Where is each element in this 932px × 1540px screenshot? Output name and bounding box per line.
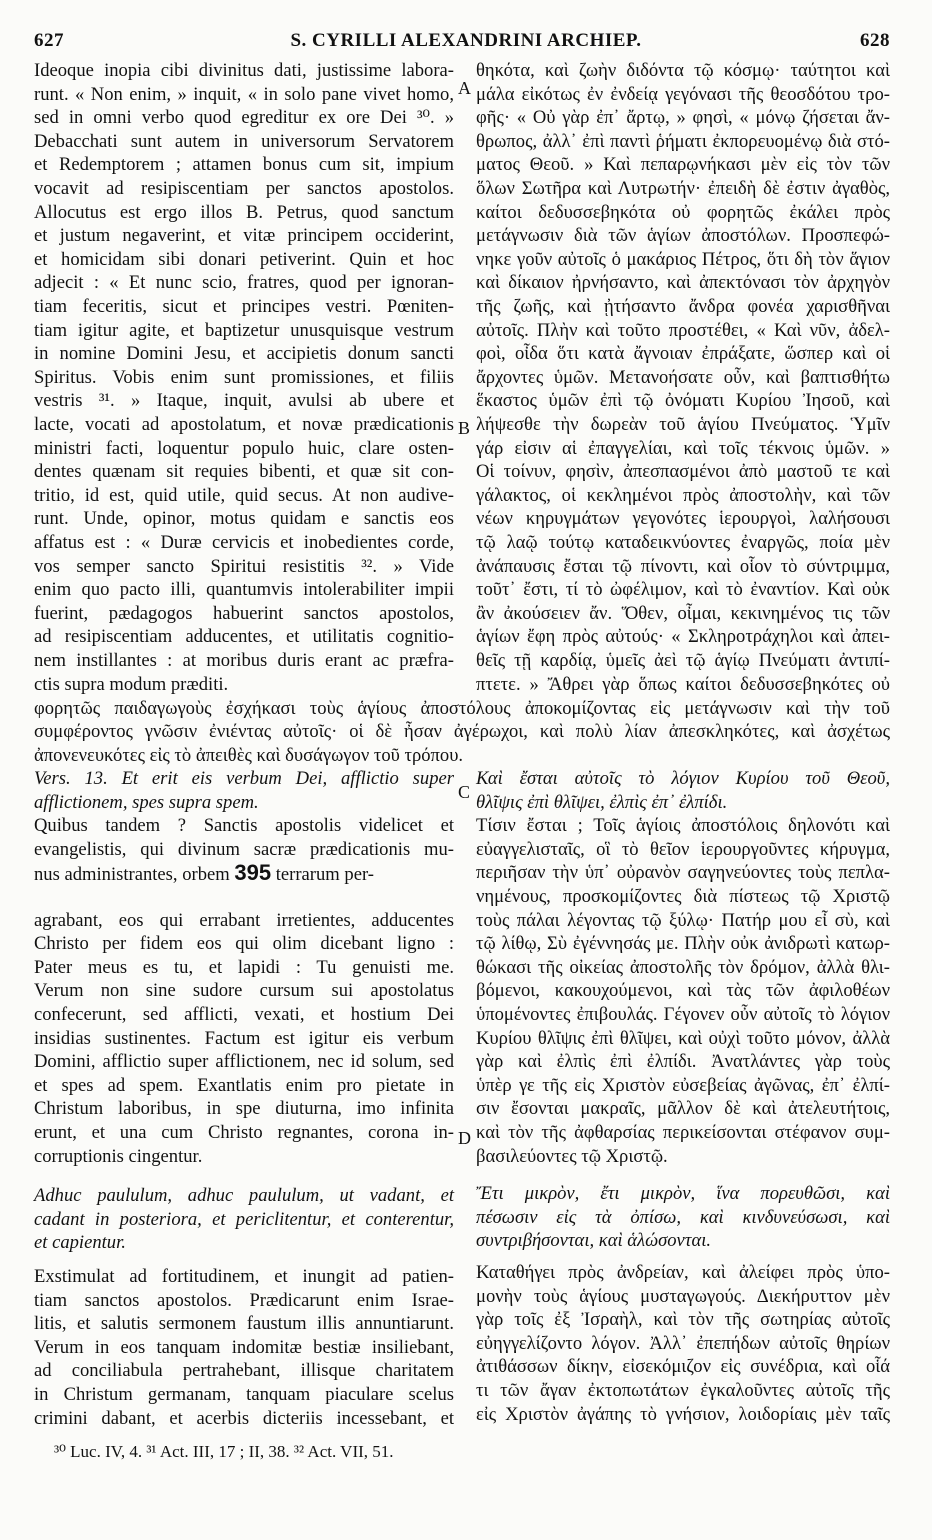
footnotes: ³⁰ Luc. IV, 4. ³¹ Act. III, 17 ; II, 38. ³² Act. VII, 51.: [54, 1442, 394, 1461]
text-line: tritio, id est, quid utile, quid secus. At non audive-: [34, 484, 454, 506]
text-line: insidias sustinentes. Factum est igitur eis verbum: [34, 1027, 454, 1049]
text-line: Pater meus es tu, et lapidi : Tu genuisti me.: [34, 956, 454, 978]
text-line: συντριβήσονται, καὶ ἁλώσονται.: [476, 1230, 712, 1252]
text-line: confecerunt, sed afflicti, vexati, et hostium Dei: [34, 1004, 454, 1025]
text-line: ad conciliabula pertrahebant, illisque charitatem: [34, 1360, 454, 1382]
text-line: καὶ δίκαιον ἠρνήσαντο, καὶ ἀπεκτόνασι τὸν ἀρχηγὸν: [476, 272, 890, 294]
text-line: runt. « Non enim, » inquit, « in solo pane vivet homo,: [34, 83, 454, 105]
text-line: τῷ λαῷ τούτῳ καταδεικνύοντες ἐναργῶς, ποία μὲν: [476, 532, 890, 553]
text-line: βασιλεύοντες τῷ Χριστῷ.: [476, 1145, 668, 1167]
text-line: Christum laboribus, in spe diuturna, imo infinita: [34, 1098, 454, 1120]
text-line: erunt, et una cum Christo regnantes, corona in-: [34, 1122, 454, 1143]
margin-marker: C: [458, 782, 471, 802]
text-line: Quibus tandem ? Sanctis apostolis videlicet et: [34, 815, 454, 837]
text-line: runt. Unde, opinor, motus quidam e sanctis eos: [34, 508, 454, 530]
text-line: τι τῶν ἄγαν ἐκτοπωτάτων ἐγκαλοῦντες αὐτοῖς τῆς: [476, 1380, 890, 1401]
text-line: Spiritus. Vobis enim sunt promissiones, et filiis: [34, 366, 454, 388]
text-line: νημένους, προσκομίζοντες διὰ πίστεως τῷ Χριστῷ: [476, 886, 890, 907]
text-line: πέσωσιν εἰς τὰ ὀπίσω, καὶ κινδυνεύσωσι, καὶ: [476, 1206, 890, 1228]
inline-page-number: 395: [234, 860, 272, 886]
text-line: ἕκαστος ὑμῶν ἐπὶ τῷ ὀνόματι Κυρίου Ἰησοῦ, καὶ: [476, 390, 890, 412]
text-line: vocavit ad resipiscentiam per sanctos apostolos.: [34, 178, 454, 199]
text-line: ἄρχοντες ὑμῶν. Μετανοήσατε οὖν, καὶ βαπτισθήτω: [476, 366, 890, 388]
text-line: ἀτιθάσσων δίκην, εἰσεκόμιζον εἰς συνέδρια, καὶ οἷά: [476, 1356, 890, 1378]
text-line: dentes quænam sit requies bibenti, et quæ sit con-: [34, 461, 454, 483]
text-line: tiam sanctos apostolos. Prædicarunt enim Israe-: [34, 1289, 454, 1311]
text-line: αὐτοῖς. Πλὴν καὶ τοῦτο προστέθει, « Καὶ νῦν, ἀδελ-: [476, 319, 890, 341]
column-number-left: 627: [34, 30, 64, 51]
text-line: agrabant, eos qui errabant irretientes, adducentes: [34, 909, 454, 931]
text-line: εἰς Χριστὸν ἀγάπης τὸ γνήσιον, λοιδορίαις μὲν ταῖς: [476, 1403, 890, 1425]
text-line: γάρ εἰσιν αἱ ἐπαγγελίαι, καὶ τοῖς τέκνοις ὑμῶν. »: [476, 437, 890, 459]
text-line: nem instillantes : at moribus duris erant ac præfra-: [34, 650, 454, 671]
text-line: πτετε. » Ἄθρει γὰρ ὅπως καίτοι δεδυσσεβηκότες οὐ: [476, 673, 890, 695]
text-line: θώκασι τῆς οἰκείας ἀποστολῆς τὸν δρόμον, ἀλλὰ θλι-: [476, 956, 890, 978]
text-line: litis, et salutis sermonem faustum illis annuntiarunt.: [34, 1313, 454, 1335]
text-line: γάλακτος, οἱ κεκλημένοι πρὸς ἀποστολὴν, καὶ τῶν: [476, 484, 890, 506]
running-title: S. CYRILLI ALEXANDRINI ARCHIEP.: [290, 30, 642, 51]
text-line: εὐηγγελίζοντο λόγον. Ἀλλ᾽ ἐπεπήδων αὐτοῖς θηρίων: [476, 1332, 890, 1354]
text-line: ὑπὲρ γε τῆς εἰς Χριστὸν εὐσεβείας ἀγῶνας, ἐπ᾽ ἐλπί-: [476, 1074, 890, 1096]
text-line: βόμενοι, κακουχούμενοι, καὶ τὰς τῶν ἀφιλοθέων: [476, 980, 890, 1002]
text-line: μονὴν τοὺς ἁγίους μυσταγωγούς. Διεκήρυττον μὲν: [476, 1285, 890, 1307]
text-line: θλῖψις ἐπὶ θλῖψει, ἐλπὶς ἐπ᾽ ἐλπίδι.: [476, 791, 728, 813]
text-line: cadant in posteriora, et periclitentur, et conterentur,: [34, 1208, 454, 1230]
text-line: crimini dabant, et acerbis dicteriis incessebant, et: [34, 1407, 454, 1429]
text-line-with-page-number: [34, 862, 454, 885]
text-line: afflictionem, spes supra spem.: [34, 791, 259, 813]
text-line: γὰρ καὶ ἐλπὶς ἐπὶ ἐλπίδι. Ἀνατλάντες γὰρ τοὺς: [476, 1051, 890, 1073]
text-line: Ideoque inopia cibi divinitus dati, justissime labora-: [34, 60, 454, 81]
text-line: θρωπος, ἀλλ᾽ ἐπὶ παντὶ ῥήματι ἐκπορευομένῳ διὰ στό-: [476, 130, 890, 152]
text-line: καὶ τὸν τῆς ἀφθαρσίας περικείσονται στέφανον συμ-: [476, 1122, 890, 1143]
text-line: corruptionis cingentur.: [34, 1145, 203, 1167]
text-line: vos semper sancto Spiritui resistitis ³². » Vide: [34, 555, 454, 577]
text-line: enim quo pacto illi, quantumvis intolerabiliter impii: [34, 579, 454, 601]
text-line: λήψεσθε τὴν δωρεὰν τοῦ ἁγίου Πνεύματος. Ὑμῖν: [476, 414, 890, 435]
text-line: adjecit : « Et nunc scio, fratres, quod per ignoran-: [34, 272, 454, 294]
text-line: Exstimulat ad fortitudinem, et inungit ad patien-: [34, 1266, 454, 1287]
text-line: νηκε γοῦν αὐτοῖς ὁ μακάριος Πέτρος, ὅτι δὴ τὸν ἅγιον: [476, 248, 890, 270]
margin-marker: A: [458, 78, 471, 98]
text-line: Verum in eos tanquam indomitæ bestiæ insiliebant,: [34, 1336, 454, 1358]
text-line: μάλα εἰκότως ἐν ἐνδείᾳ γεγόνασι τῆς θεοσδότου τρο-: [476, 83, 890, 105]
text-line: Christo per fidem eos qui olim dicebant ligno :: [34, 933, 454, 955]
text-line: τῷ λίθῳ, Σὺ ἐγέννησάς με. Πλὴν οὐκ ἀνιδρωτὶ κατωρ-: [476, 933, 890, 955]
text-line: εὐαγγελισταῖς, οἳ τὸ θεῖον ἱερουργοῦντες κήρυγμα,: [476, 838, 890, 860]
text-line: φοὶ, οἶδα ὅτι κατὰ ἄγνοιαν ἐπράξατε, ὥσπερ καὶ οἱ: [476, 343, 890, 365]
text-line: ministri facti, loquentur populo huic, clare osten-: [34, 437, 454, 459]
text-line: σιν ἔσονται μακραῖς, μᾶλλον δὲ καὶ ἀτελευτήτοις,: [476, 1098, 890, 1120]
text-line: μετάγνωσιν διὰ τῶν ἁγίων ἀποστόλων. Προσπεφώ-: [476, 225, 890, 247]
text-line: ἁγίων ἔφη πρὸς αὐτούς· « Σκληροτράχηλοι καὶ ἀπει-: [476, 626, 890, 648]
text-line: in nomine Domini Jesu, et accipietis donum sancti: [34, 343, 454, 365]
text-line: θεῖς τῇ καρδίᾳ, ὑμεῖς ἀεὶ τῷ ἁγίῳ Πνεύματι ἀντιπί-: [476, 650, 890, 671]
text-line: Debacchati sunt autem in universorum Servatorem: [34, 130, 454, 152]
text-line: φῆς· « Οὐ γὰρ ἐπ᾽ ἄρτῳ, » φησὶ, « μόνῳ ζήσεται ἄν-: [476, 107, 890, 129]
text-line: tiam igitur agite, et baptizetur unusquisque vestrum: [34, 319, 454, 341]
text-line: et spes ad spem. Exantlatis enim pro pietate in: [34, 1074, 454, 1096]
margin-marker: B: [458, 418, 471, 438]
text-line: et Redemptorem ; attamen bonus cum sit, impium: [34, 154, 454, 176]
text-line: Καταθήγει πρὸς ἀνδρείαν, καὶ ἀλείφει πρὸς ὑπο-: [476, 1262, 890, 1283]
text-line: ὑπομένοντες ἐπιβουλάς. Γέγονεν οὖν αὐτοῖς τὸ λόγιον: [476, 1004, 890, 1025]
text-line: Καὶ ἔσται αὐτοῖς τὸ λόγιον Κυρίου τοῦ Θεοῦ,: [476, 768, 890, 789]
text-line: in Christum germanam, tanquam piaculare scelus: [34, 1384, 454, 1405]
text-line: Ἔτι μικρὸν, ἔτι μικρὸν, ἵνα πορευθῶσι, καὶ: [476, 1183, 890, 1205]
text-line: Vers. 13. Et erit eis verbum Dei, afflictio super: [34, 768, 454, 789]
text-line: φορητῶς παιδαγωγοὺς ἐσχήκασι τοὺς ἁγίους ἀποστόλους ἀποκομίζοντας εἰς μετάγνωσιν καὶ τὴν τοῦ: [34, 698, 890, 719]
text-line: τοῦτ᾽ ἔστι, τί τὸ ὠφέλιμον, καὶ τὸ ἐναντίον. Καὶ οὐκ: [476, 579, 890, 601]
text-line: νέων κηρυγμάτων γεγονότες ἱερουργοὶ, λαλήσουσι: [476, 508, 890, 530]
text-line: περιῆσαν τὴν ὑπ᾽ οὐρανὸν σαγηνεύοντες τοὺς πεπλα-: [476, 862, 890, 884]
text-line: θηκότα, καὶ ζωὴν διδόντα τῷ κόσμῳ· ταύτητοι καὶ: [476, 60, 890, 81]
text-line: ad resipiscentiam adducentes, et utilitatis cognitio-: [34, 626, 454, 648]
text-fragment: nus administrantes, orbem: [34, 864, 235, 886]
text-line: ματος Θεοῦ. » Καὶ πεπαρῳνήκασι μὲν εἰς τὸν τῶν: [476, 154, 890, 176]
column-number-right: 628: [860, 30, 890, 51]
text-line: Κυρίου θλῖψις ἐπὶ θλῖψει, καὶ οὐχὶ τοῦτο μόνον, ἀλλὰ: [476, 1027, 890, 1049]
text-line: et homicidam sibi donari petiverint. Quin et hoc: [34, 248, 454, 270]
text-line: γὰρ τοῖς ἐξ Ἰσραὴλ, καὶ τὸν τῆς σωτηρίας αὐτοῖς: [476, 1309, 890, 1331]
text-line: τοὺς πάλαι λέγοντας τῷ ξύλῳ· Πατήρ μου εἶ σὺ, καὶ: [476, 909, 890, 931]
text-line: καίτοι δεδυσσεβηκότα οὐ φορητῶς ἐκάλει πρὸς: [476, 201, 890, 223]
text-line: evangelistis, qui divinum sacræ prædicationis mu-: [34, 838, 454, 860]
text-line: Adhuc paululum, adhuc paululum, ut vadant, et: [34, 1185, 454, 1207]
text-line: ὅλων Σωτῆρα καὶ Λυτρωτήν· ἐπειδὴ δὲ ἐστιν ἀγαθὸς,: [476, 178, 890, 199]
text-line: τῆς ζωῆς, καὶ ᾐτήσαντο ἄνδρα φονέα χαρισθῆναι: [476, 296, 890, 317]
text-line: Domini, afflictio super afflictionem, nec id solum, sed: [34, 1051, 454, 1073]
text-line: et capientur.: [34, 1232, 126, 1254]
text-line: tiam feceritis, sicut et principes vestri. Pœniten-: [34, 296, 454, 317]
text-line: ἀπονενευκότες εἰς τὸ ἀπειθὲς καὶ δυσάγωγον τοῦ τρόπου.: [34, 744, 464, 766]
text-fragment: terrarum per-: [271, 864, 374, 886]
text-line: lacte, vocati ad apostolatum, et novæ prædicationis: [34, 414, 454, 435]
text-line: Οἱ τοίνυν, φησὶν, ἀπεσπασμένοι ἀπὸ μαστοῦ τε καὶ: [476, 461, 890, 483]
text-line: vestris ³¹. » Itaque, inquit, avulsi ab ubere et: [34, 390, 454, 412]
text-line: ἂν ἀκούσειεν ἄν. Ὅθεν, οἶμαι, κεκινημένος τις τῶν: [476, 602, 890, 624]
text-line: affatus est : « Duræ cervicis et inobedientes corde,: [34, 532, 454, 553]
text-line: fuerint, pædagogos habuerint sanctos apostolos,: [34, 602, 454, 624]
text-line: συμφέροντος γνῶσιν ἐνιέντας αὐτοῖς· οἱ δὲ ἦσαν ἀγέρωχοι, καὶ πολὺ λίαν ἀπεσκληκότες, καὶ ἀσχέτως: [34, 721, 890, 743]
margin-marker: D: [458, 1128, 471, 1148]
text-line: Verum non sine sudore cursum sui apostolatus: [34, 980, 454, 1002]
text-line: ἀνάπαυσις ἔσται τῷ πίνοντι, καὶ οἷον τὸ σύντριμμα,: [476, 555, 890, 577]
text-line: ctis supra modum præditi.: [34, 673, 229, 695]
text-line: et justum negaverint, et vitæ principem occiderint,: [34, 225, 454, 247]
text-line: sed in omni verbo quod egreditur ex ore Dei ³⁰. »: [34, 107, 454, 129]
text-line: Τίσιν ἔσται ; Τοῖς ἁγίοις ἀποστόλοις δηλονότι καὶ: [476, 815, 890, 837]
text-line: Allocutus est ergo illos B. Petrus, quod sanctum: [34, 201, 454, 223]
